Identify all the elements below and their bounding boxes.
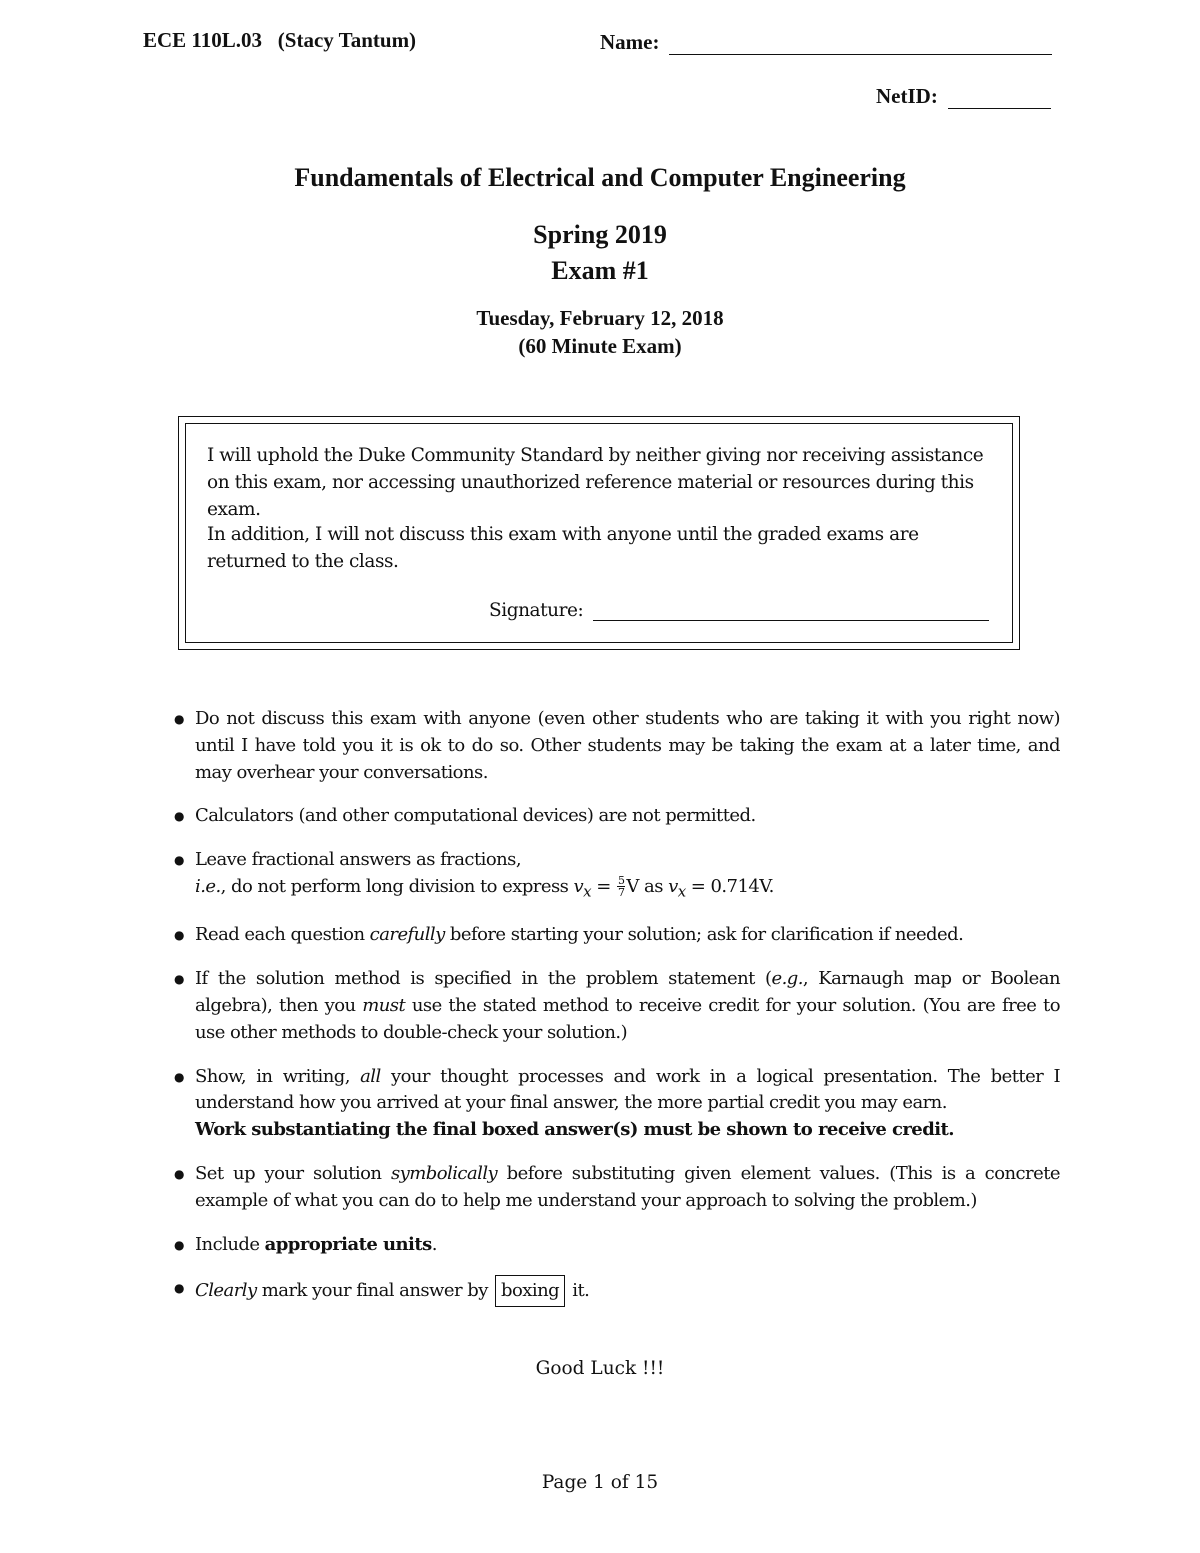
bullet-icon: ● [174,712,184,726]
list-item [172,803,1060,830]
list-item [172,1161,1060,1215]
rule-text: , Karnaugh map or Boolean algebra), then you [195,968,1061,1016]
fraction [617,875,625,898]
signature-field[interactable] [489,600,989,621]
rule-text: it. [567,1280,590,1302]
bullet-icon: ● [174,1281,184,1296]
closing-message: Good Luck !!! [535,1358,665,1379]
rule-text: Show, in writing, [195,1065,361,1087]
exam-duration: (60 Minute Exam) [518,334,682,358]
rule-text: your thought processes and work in a logical presentation. The better I understand how you arrived at your final answer, the more partial credit you may earn. [195,1065,1061,1114]
rule-text: . [431,1233,437,1255]
bullet-icon: ● [174,1166,184,1181]
rule-text: before starting your solution; ask for clarification if needed. [444,924,964,946]
rule-text: Read each question [195,924,370,946]
rule-text: = 0.714V. [685,875,774,897]
rule-text: Do not discuss this exam with anyone (even other students who are taking it with you right now) until I have told you it is ok to do so. Other students may be taking the exam at a later time, and may overhear your conversations. [195,708,1060,783]
signature-blank-line[interactable] [593,604,989,621]
instructions-list [172,706,1060,1307]
rule-text: Leave fractional answers as fractions, [195,849,522,871]
name-field[interactable] [600,30,1052,55]
variable-v: v [573,875,584,897]
rule-text: Include [195,1233,265,1255]
list-item [172,1232,1060,1259]
rule-text: Calculators (and other computational devices) are not permitted. [195,805,756,827]
course-header: ECE 110L.03 (Stacy Tantum) [143,28,417,52]
ie-abbrev: i.e. [195,875,221,897]
honor-pledge-paragraph: I will uphold the Duke Community Standard by neither giving nor receiving assistance on this exam, nor accessing unauthorized reference material or resources during this exam. [207,445,984,520]
page-number: Page 1 of 15 [541,1472,659,1493]
boxed-example: boxing [495,1275,565,1307]
name-label: Name: [600,30,660,54]
list-item [172,847,1060,905]
list-item [172,1064,1060,1144]
bullet-icon: ● [174,928,184,943]
bullet-icon: ● [174,1237,184,1252]
course-title: Fundamentals of Electrical and Computer Engineering [294,163,906,192]
rule-text: before substituting given element values. (This is a concrete example of what you can do to help me understand your approach to solving the problem.) [195,1162,1061,1211]
honor-addition-paragraph: In addition, I will not discuss this exam with anyone until the graded exams are returned to the class. [207,524,919,572]
list-item [172,1275,1060,1307]
rule-text: V as [626,875,669,897]
rule-text: use the stated method to receive credit for your solution. (You are free to use other methods to double-check your solution.) [195,994,1060,1043]
subscript-x: x [583,882,592,901]
eg-abbrev: e.g. [771,968,803,990]
bold-text: appropriate units [264,1233,432,1255]
list-item [172,706,1060,786]
rule-text: Set up your solution [195,1162,391,1184]
netid-blank-line[interactable] [948,90,1051,109]
emphasis-text: must [362,994,406,1016]
emphasis-text: carefully [369,924,445,946]
honor-pledge-box [178,416,1020,650]
list-item [172,966,1060,1046]
exam-number: Exam #1 [551,256,649,285]
exam-date: Tuesday, February 12, 2018 [476,306,724,330]
rule-text: mark your final answer by [256,1280,494,1302]
subscript-x: x [677,882,686,901]
bullet-icon: ● [174,853,184,868]
signature-label: Signature: [489,600,584,621]
netid-label: NetID: [876,84,938,108]
rule-text: If the solution method is specified in the problem statement ( [195,968,772,990]
netid-field[interactable] [876,84,1051,109]
equals-sign: = [591,875,616,897]
bold-requirement-text: Work substantiating the final boxed answer(s) must be shown to receive credit. [195,1119,954,1141]
bullet-icon: ● [174,1069,184,1084]
bullet-icon: ● [174,972,184,987]
emphasis-text: Clearly [195,1280,257,1302]
rule-text: , do not perform long division to express [220,875,574,897]
fraction-denominator: 7 [617,886,625,900]
semester: Spring 2019 [533,220,667,249]
emphasis-text: symbolically [390,1162,498,1184]
bullet-icon: ● [174,809,184,824]
fraction-numerator: 5 [617,874,625,888]
list-item [172,922,1060,949]
emphasis-text: all [360,1065,381,1087]
name-blank-line[interactable] [669,36,1052,55]
honor-pledge-inner-border [185,423,1013,643]
variable-v: v [668,875,678,897]
